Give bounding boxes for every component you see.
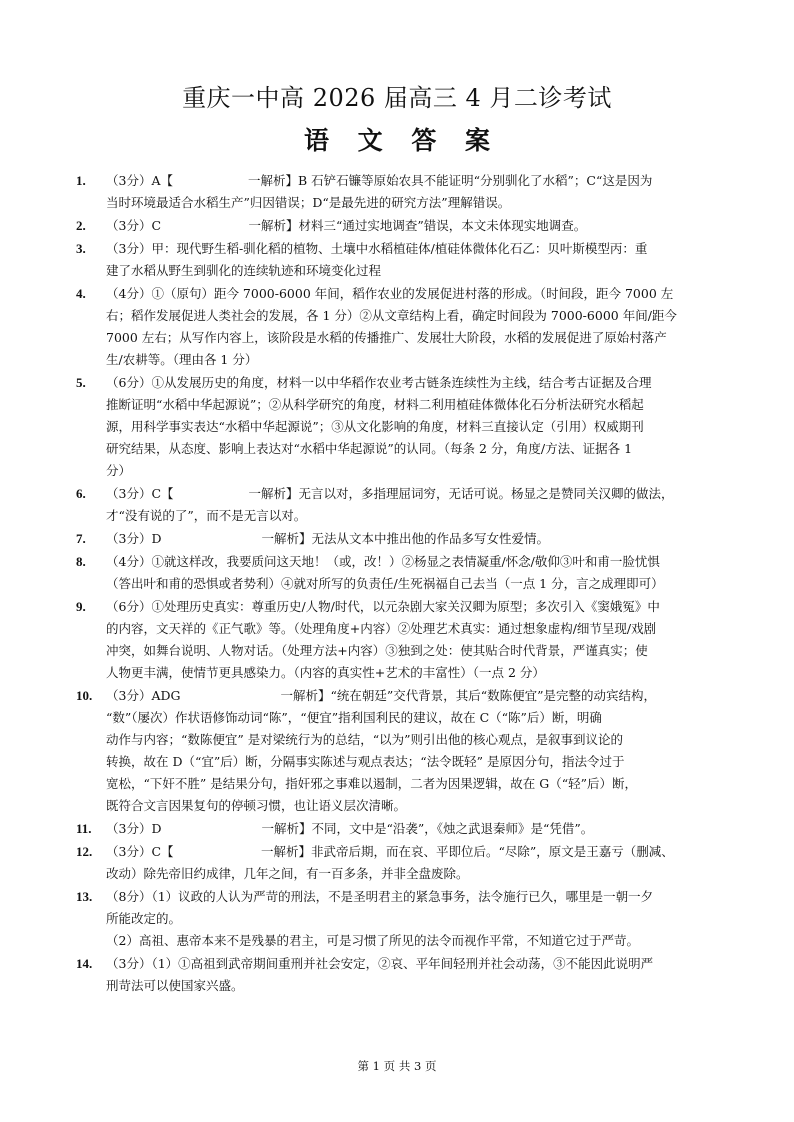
answer-line: （6分）①处理历史真实：尊重历史/人物/时代，以元杂剧大家关汉卿为原型；多次引入《窦娥冤》中 <box>106 599 660 614</box>
page-subtitle: 语 文 答 案 <box>303 126 501 155</box>
question-number: 3. <box>76 241 86 256</box>
answer-line: 动作与内容；“数陈便宜” 是对梁统行为的总结，“以为”则引出他的核心观点，是叙事到议论的 <box>106 732 624 747</box>
answer-item <box>0 372 794 482</box>
answer-line: 转换，故在 D（“宜”后）断，分隔事实陈述与观点表达；“法令既轻” 是原因分句，指法令过于 <box>106 754 625 769</box>
answer-item <box>0 483 794 527</box>
question-number: 4. <box>76 286 86 301</box>
answer-line: （3分）C 一解析】材料三“通过实地调查”错误，本文未体现实地调查。 <box>106 218 587 233</box>
answer-item <box>0 283 794 371</box>
answer-line: 的内容，文天祥的《正气歌》等。（处理角度+内容）②处理艺术真实：通过想象虚构/细节呈现/戏剧 <box>106 621 657 636</box>
answer-line: （3分）C【 一解析】非武帝后期，而在哀、平即位后。“尽除”，原文是王嘉亏（删减、 <box>106 844 674 859</box>
answer-item <box>0 886 794 952</box>
answer-list <box>0 170 794 998</box>
answer-line: 分） <box>106 463 132 478</box>
answer-line: 研究结果，从态度、影响上表达对“水稻中华起源说”的认同。（每条 2 分，角度/方法、证据各 1 <box>106 441 633 456</box>
answer-item <box>0 953 794 997</box>
question-number: 1. <box>76 173 86 188</box>
question-number: 8. <box>76 554 86 569</box>
answer-item <box>0 170 794 214</box>
answer-line: 既符合文言因果复句的停顿习惯，也让语义层次清晰。 <box>106 798 407 813</box>
answer-line: 推断证明“水稻中华起源说”；②从科学研究的角度，材料二利用植硅体微体化石分析法研究水稻起 <box>106 397 644 412</box>
answer-item <box>0 551 794 595</box>
answer-line: 右；稻作发展促进人类社会的发展，各 1 分）②从文章结构上看，确定时间段为 7000-6000 年间/距今 <box>106 308 677 323</box>
answer-line: 刑苛法可以使国家兴盛。 <box>106 978 244 993</box>
answer-line: （3分）甲：现代野生稻-驯化稻的植物、土壤中水稻植硅体/植硅体微体化石乙：贝叶斯模型丙：重 <box>106 241 648 256</box>
answer-line: 源，用科学事实表达“水稻中华起源说”；③从文化影响的角度，材料三直接认定（引用）权威期刊 <box>106 419 644 434</box>
answer-line: 人物更丰满，使情节更具感染力。（内容的真实性+艺术的丰富性）（一点 2 分） <box>106 665 545 680</box>
page-title: 重庆一中高 2026 届高三 4 月二诊考试 <box>182 84 612 112</box>
answer-line: （4分）①（原句）距今 7000-6000 年间，稻作农业的发展促进村落的形成。（时间段，距今 7000 左 <box>106 286 674 301</box>
answer-line: 当时环境最适合水稻生产”归因错误；D“是最先进的研究方法”理解错误。 <box>106 195 511 210</box>
question-number: 12. <box>76 844 93 859</box>
answer-line: （2）高祖、惠帝本来不是残暴的君主，可是习惯了所见的法令而视作平常，不知道它过于严苛。 <box>106 933 639 948</box>
answer-line: 冲突，如舞台说明、人物对话。（处理方法+内容）③独到之处：使其贴合时代背景，严谨真实；使 <box>106 643 648 658</box>
page-footer: 第 1 页 共 3 页 <box>357 1059 437 1073</box>
answer-item <box>0 528 794 550</box>
answer-line: “数”（屡次）作状语修饰动词“陈”，“便宜”指利国利民的建议，故在 C（“陈”后）断，明确 <box>106 710 602 725</box>
answer-line: 7000 左右；从写作内容上，该阶段是水稻的传播推广、发展壮大阶段，水稻的发展促进了原始村落产 <box>106 330 667 345</box>
question-number: 2. <box>76 218 86 233</box>
answer-item <box>0 238 794 282</box>
answer-line: （3分）C【 一解析】无言以对，多指理屈词穷，无话可说。杨显之是赞同关汉卿的做法， <box>106 486 674 501</box>
answer-line: 宽松，“下奸不胜” 是结果分句，指奸邪之事难以遏制，二者为因果逻辑，故在 G（“轻”后）断， <box>106 776 637 791</box>
answer-line: 建了水稻从野生到驯化的连续轨迹和环境变化过程 <box>106 263 382 278</box>
answer-line: （答出叶和甫的恐惧或者势利）④就对所写的负责任/生死祸福自己去当（一点 1 分，言之成理即可） <box>106 576 664 591</box>
answer-item <box>0 841 794 885</box>
answer-line: 才“没有说的了”，而不是无言以对。 <box>106 508 307 523</box>
answer-item <box>0 818 794 840</box>
question-number: 5. <box>76 375 86 390</box>
question-number: 6. <box>76 486 86 501</box>
answer-line: （4分）①就这样改，我要质问这天地！（或，改！）②杨显之表情凝重/怀念/敬仰③叶和甫一脸忧惧 <box>106 554 660 569</box>
question-number: 9. <box>76 599 86 614</box>
answer-line: （6分）①从发展历史的角度，材料一以中华稻作农业考古链条连续性为主线，结合考古证据及合理 <box>106 375 652 390</box>
answer-line: 所能改定的。 <box>106 911 182 926</box>
answer-line: （3分）ADG 一解析】“统在朝廷”交代背景，其后“数陈便宜”是完整的动宾结构， <box>106 688 657 703</box>
answer-line: 生/农耕等。（理由各 1 分） <box>106 352 258 367</box>
question-number: 7. <box>76 531 86 546</box>
question-number: 13. <box>76 889 93 904</box>
question-number: 10. <box>76 688 93 703</box>
answer-line: （8分）（1）议政的人认为严苛的刑法，不是圣明君主的紧急事务，法令施行已久，哪里是一朝一夕 <box>106 889 654 904</box>
answer-item <box>0 685 794 817</box>
answer-line: （3分）A【 一解析】B 石铲石镰等原始农具不能证明“分别驯化了水稻”；C“这是因为 <box>106 173 653 188</box>
question-number: 11. <box>76 821 92 836</box>
answer-line: （3分）D 一解析】不同，文中是“沿袭”，《烛之武退秦师》是“凭借”。 <box>106 821 594 836</box>
answer-item <box>0 596 794 684</box>
answer-line: 改动）除先帝旧约成律，几年之间，有一百多条，并非全盘废除。 <box>106 866 469 881</box>
answer-line: （3分）（1）①高祖到武帝期间重刑并社会安定，②哀、平年间轻刑并社会动荡，③不能因此说明严 <box>106 956 654 971</box>
answer-item <box>0 215 794 237</box>
question-number: 14. <box>76 956 93 971</box>
answer-line: （3分）D 一解析】无法从文本中推出他的作品多写女性爱情。 <box>106 531 549 546</box>
